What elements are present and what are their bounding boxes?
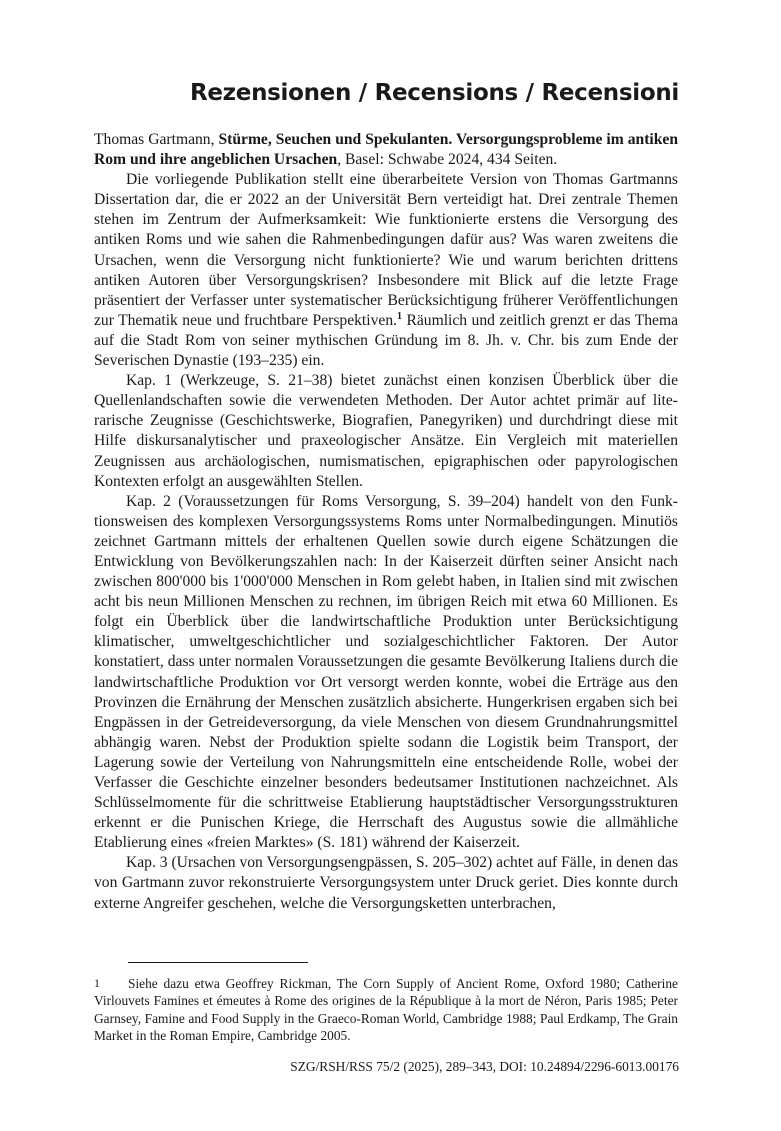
- footnote-divider: [128, 962, 308, 963]
- paragraph-1-text: Die vorliegende Publikation stellt eine überarbeitete Version von Thomas Gartmanns Dissertation dar, die er 2022 an der Universität Bern verteidigt hat. Drei zentrale Themen stehen im Zentrum der Aufmerksamkeit: Wie funktionierte erstens die Versorgung des antiken Roms und wie sahen die Rahmenbedingungen dafür aus? Was waren zweitens die Ursachen, wenn die Versorgung nicht funktionierte? Wie und warum berichten drittens antiken Autoren über Versorgungskrisen? Insbesondere mit Blick auf die letzte Frage präsentiert der Verfasser unter systematischer Berücksichtigung früherer Veröffentlichungen zur Thematik neue und fruchtbare Perspektiven.: [94, 171, 678, 329]
- review-book-title: Stürme, Seuchen und Spekulanten. Versorgungsprobleme im antiken Rom und ihre angeblichen Ursachen: [94, 131, 678, 169]
- footnote: [94, 975, 678, 1044]
- paragraph-4: Kap. 3 (Ursachen von Versorgungsengpässen, S. 205–302) achtet auf Fälle, in denen das von Gartmann zuvor rekonstruierte Versorgungsystem unter Druck geriet. Dies konnte durch externe Angreifer geschehen, welche die Versorgungsketten unterbrachen,: [94, 854, 679, 912]
- footnote-reference[interactable]: 1: [397, 310, 403, 322]
- journal-citation-footer: SZG/RSH/RSS 75/2 (2025), 289–343, DOI: 10.24894/2296-6013.00176: [290, 1059, 679, 1074]
- footnote-number: 1: [94, 976, 100, 990]
- paragraph-1: [94, 170, 678, 371]
- footnote-text: Siehe dazu etwa Geoffrey Rickman, The Corn Supply of Ancient Rome, Oxford 1980; Catherine Virlouvets Famines et émeutes à Rome des origines de la République à la mort de Néron, Paris 1985; Peter Garnsey, Famine and Food Supply in the Graeco-Roman World, Cambridge 1988; Paul Erdkamp, The Grain Market in the Roman Empire, Cambridge 2005.: [94, 976, 678, 1043]
- review-citation: [94, 130, 678, 170]
- review-author: Thomas Gartmann,: [94, 131, 219, 148]
- paragraph-1-text-after: Räumlich und zeitlich grenzt er das Thema auf die Stadt Rom von seiner mythischen Gründung im 8. Jh. v. Chr. bis zum Ende der Severischen Dynastie (193–235) ein.: [94, 311, 679, 370]
- section-header: Rezensionen / Recensions / Recensioni: [189, 80, 679, 106]
- review-body: [94, 130, 678, 914]
- paragraph-3: Kap. 2 (Voraussetzungen für Roms Versorgung, S. 39–204) handelt von den Funktionsweisen des komplexen Versorgungssystems Roms unter Normalbedingungen. Minutiös zeichnet Gartmann mittels der erhaltenen Quellen sowie durch eigene Schätzungen die Entwicklung von Bevölkerungszahlen nach: In der Kaiserzeit dürften seiner Ansicht nach zwischen 800'000 bis 1'000'000 Menschen in Rom gelebt haben, in Italien sind mit zwischen acht bis neun Millionen Menschen zu rechnen, im übrigen Reich mit etwa 60 Millionen. Es folgt ein Überblick über die landwirtschaftliche Produktion unter Berücksichtigung klimatischer, umweltgeschichtlicher und sozialgeschichtlicher Faktoren. Der Autor konstatiert, dass unter normalen Voraussetzungen die gesamte Bevölkerung Italiens durch die landwirtschaftliche Produktion vor Ort versorgt werden konnte, wobei die Erträge aus den Provinzen die Ernährung der Menschen zusätzlich absicherte. Hungerkrisen ergaben sich bei Engpässen in der Getreideversorgung, da viele Menschen von diesem Grundnahrungsmittel abhängig waren. Nebst der Produktion spielte sodann die Logistik beim Transport, der Lagerung sowie der Verteilung von Nahrungsmitteln eine entscheidende Rolle, wobei der Verfasser die Geschichte einzelner besonders bedeutsamer Institutionen nachzeichnet. Als Schlüsselmomente für die schrittweise Etablierung hauptstädtischer Versorgungsstrukturen erkennt er die Punischen Kriege, die Herrschaft des Augustus sowie die allmähliche Etablierung eines «freien Marktes» (S. 181) während der Kaiserzeit.: [94, 492, 678, 852]
- review-publication: , Basel: Schwabe 2024, 434 Seiten.: [337, 151, 558, 169]
- paragraph-2: Kap. 1 (Werkzeuge, S. 21–38) bietet zunächst einen konzisen Überblick über die Quellenlandschaften sowie die verwendeten Methoden. Der Autor achtet primär auf literarische Zeugnisse (Geschichtswerke, Biografien, Panegyriken) und durchdringt diese mit Hilfe diskursanalytischer und praxeologischer Ansätze. Ein Vergleich mit materiellen Zeugnissen aus archäologischen, numismatischen, epigraphischen oder papyrologischen Kontexten erfolgt an ausgewählten Stellen.: [94, 372, 678, 490]
